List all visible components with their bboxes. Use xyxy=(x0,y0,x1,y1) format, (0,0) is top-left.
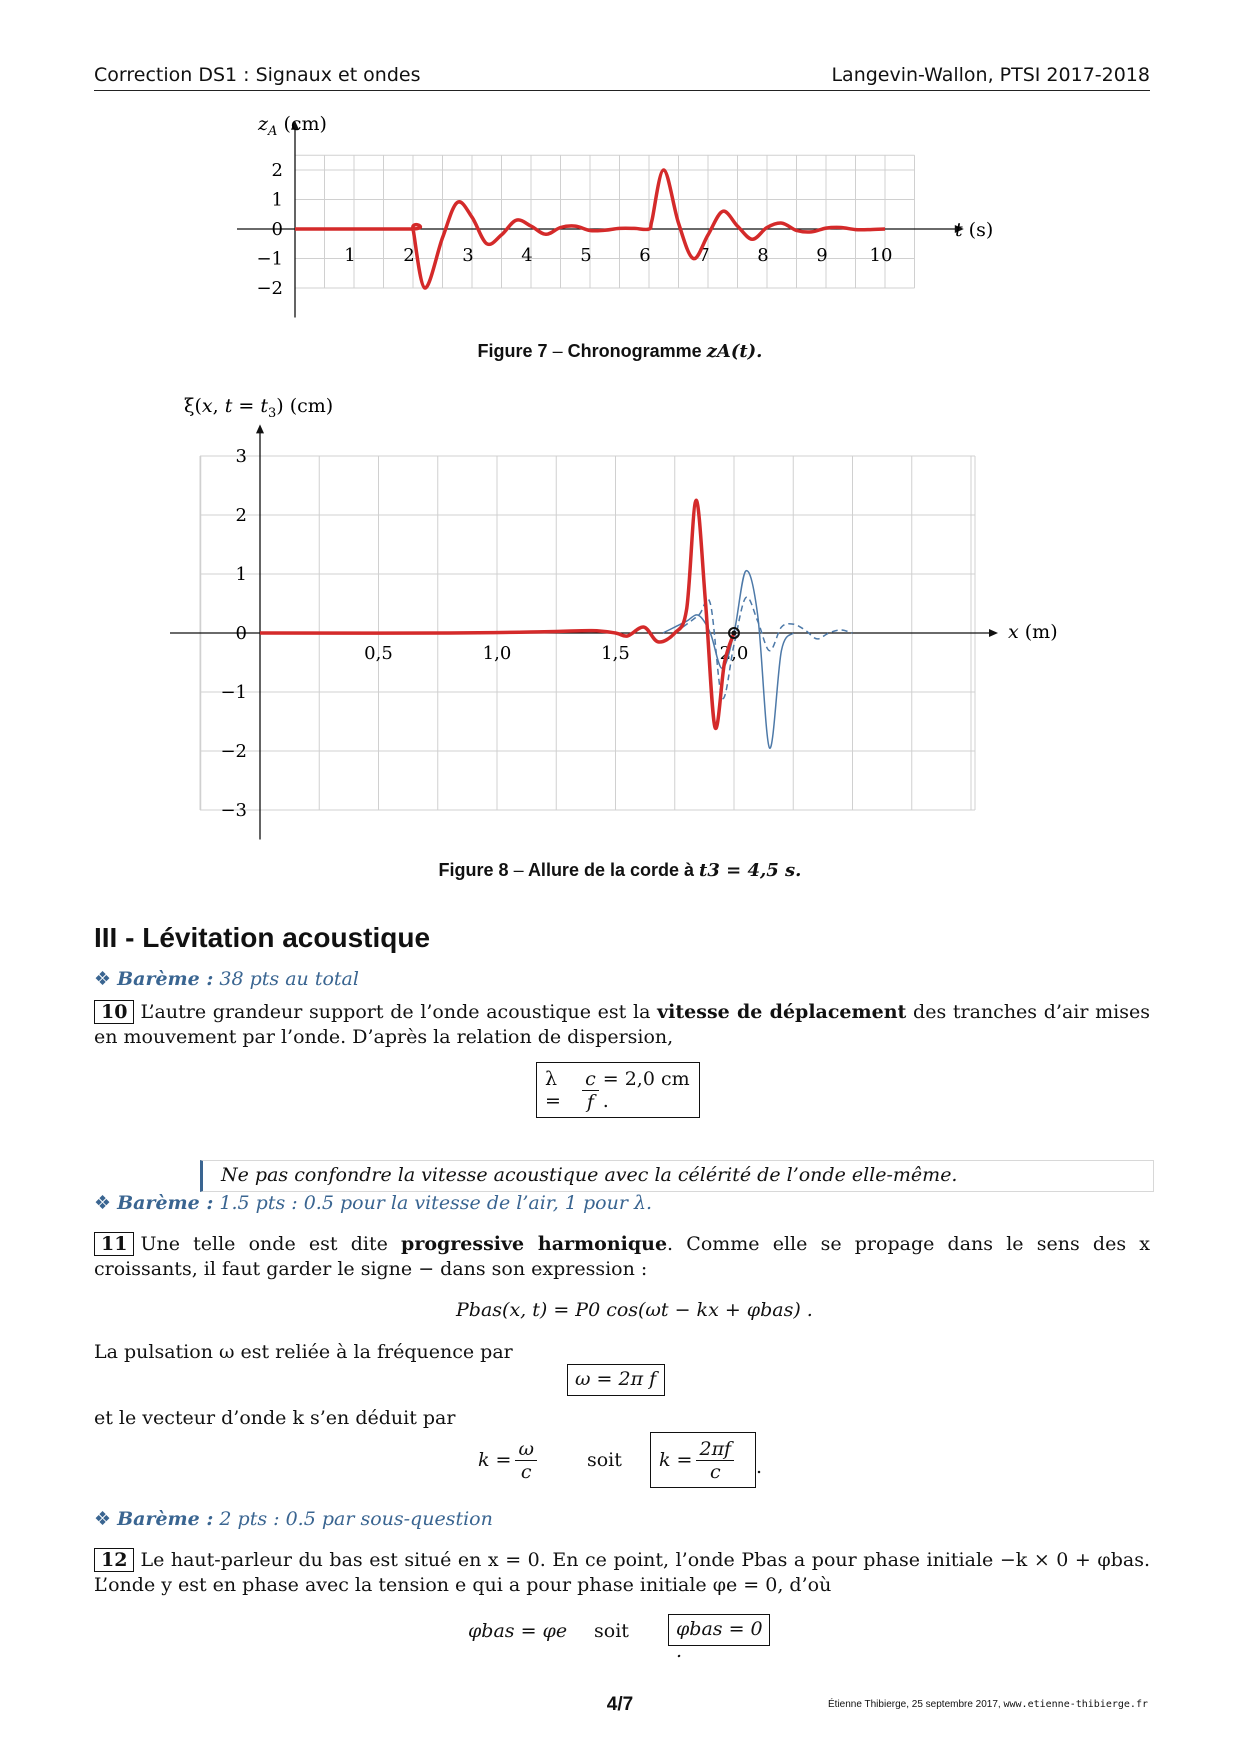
equation-omega-box: ω = 2π f xyxy=(567,1364,665,1396)
fig8-xtick-label: 1,5 xyxy=(601,643,630,664)
fig7-xtick-label: 8 xyxy=(757,245,769,266)
bareme-1: ❖ Barème : 38 pts au total xyxy=(94,968,359,990)
fig8-xtick-label: 1,0 xyxy=(482,643,512,664)
line-k: et le vecteur d’onde k s’en déduit par xyxy=(94,1407,456,1429)
fig7-ytick-label: −1 xyxy=(256,248,283,270)
fig7-ytick-label: 0 xyxy=(271,219,283,240)
equation-lambda-box: λ = $\frac{c}{f}$ = 2,0 cm . xyxy=(536,1062,700,1118)
fig8-point-marker-inner xyxy=(732,631,737,636)
equation-phi-box: φbas = 0 . xyxy=(668,1614,770,1646)
fig7-xtick-label: 6 xyxy=(639,245,651,266)
section-title: III - Lévitation acoustique xyxy=(94,922,431,953)
line-omega: La pulsation ω est reliée à la fréquence par xyxy=(94,1341,513,1363)
equation-k-box: k = $\frac{2\pi f}{c}$ xyxy=(650,1432,756,1488)
fig8-ytick-label: −1 xyxy=(220,682,247,703)
fig7-xtick-label: 4 xyxy=(521,245,533,266)
fig7-xlabel: t (s) xyxy=(955,219,994,241)
fig7-ytick-label: 1 xyxy=(271,189,283,211)
fig8-ytick-label: 0 xyxy=(235,623,247,644)
page-number: 4/7 xyxy=(606,1694,634,1715)
fig7-ytick-label: −2 xyxy=(256,278,283,299)
fig8-ytick-label: 2 xyxy=(235,505,247,526)
fig7-xtick-label: 10 xyxy=(869,245,893,266)
equation-pbas: Pbas(x, t) = P0 cos(ωt − kx + φbas) . xyxy=(456,1299,813,1321)
equation-phi-soit: soit xyxy=(594,1620,629,1642)
fig8-x-arrow xyxy=(989,629,998,637)
equation-k: k = $\frac{\omega}{c}$ soit xyxy=(478,1437,622,1483)
fig8-ytick-label: −2 xyxy=(220,741,247,762)
fig7-xtick-label: 5 xyxy=(580,245,592,266)
fig7-xtick-label: 2 xyxy=(403,245,415,266)
equation-phi: φbas = φe xyxy=(468,1620,568,1642)
question-number: 12 xyxy=(94,1548,134,1572)
question-11: 11 Une telle onde est dite progressive harmonique. Comme elle se propage dans le sens des x croissants, il faut garder le signe − dans son expression : xyxy=(94,1233,1150,1280)
fig8-xtick-label: 2,0 xyxy=(719,643,749,664)
fig8-xlabel: x (m) xyxy=(1008,621,1058,643)
question-10: 10 L’autre grandeur support de l’onde acoustique est la vitesse de déplacement des tranches d’air mises en mouvement par l’onde. D’après la relation de dispersion, xyxy=(94,1001,1150,1048)
header-left: Correction DS1 : Signaux et ondes xyxy=(94,64,421,86)
header-right: Langevin-Wallon, PTSI 2017-2018 xyxy=(831,64,1150,86)
fig8-ylabel: ξ(x, $t = t_3$) (cm) xyxy=(184,395,334,421)
fig7-grid xyxy=(295,155,915,288)
fig8-ytick-label: 3 xyxy=(235,446,247,467)
question-number: 11 xyxy=(94,1232,134,1256)
fig7-xtick-label: 7 xyxy=(698,245,710,266)
fig7-ylabel: $z_A$ (cm) xyxy=(258,113,327,139)
fig8-y-arrow xyxy=(256,424,264,433)
fig8-xtick-label: 0,5 xyxy=(364,643,393,664)
fig7-xtick-label: 9 xyxy=(816,245,828,266)
fig8-ytick-label: −3 xyxy=(220,800,247,821)
fig7-xtick-label: 3 xyxy=(462,245,474,266)
fig7-xtick-label: 1 xyxy=(344,245,356,266)
note-remark: Ne pas confondre la vitesse acoustique avec la célérité de l’onde elle-même. xyxy=(200,1160,1154,1192)
bareme-3: ❖ Barème : 2 pts : 0.5 par sous-question xyxy=(94,1508,493,1530)
bareme-2: ❖ Barème : 1.5 pts : 0.5 pour la vitesse de l’air, 1 pour λ. xyxy=(94,1192,653,1214)
footer-url[interactable]: www.etienne-thibierge.fr xyxy=(1003,1699,1148,1710)
fig7-ytick-label: 2 xyxy=(271,160,283,181)
equation-k-end: . xyxy=(756,1456,763,1478)
question-12: 12 Le haut-parleur du bas est situé en x = 0. En ce point, l’onde Pbas a pour phase initiale −k × 0 + φbas. L’onde y est en phase avec la tension e qui a pour phase initiale φe = 0, d’où xyxy=(94,1549,1150,1596)
question-number: 10 xyxy=(94,1000,134,1024)
fig8-ytick-label: 1 xyxy=(235,564,247,585)
figure-8-caption: Figure 8 – Allure de la corde à t3 = 4,5 s. xyxy=(438,860,802,881)
footer-credit: Étienne Thibierge, 25 septembre 2017, www.etienne-thibierge.fr xyxy=(828,1699,1148,1710)
figure-7-caption: Figure 7 – Chronogramme zA(t). xyxy=(477,341,763,362)
